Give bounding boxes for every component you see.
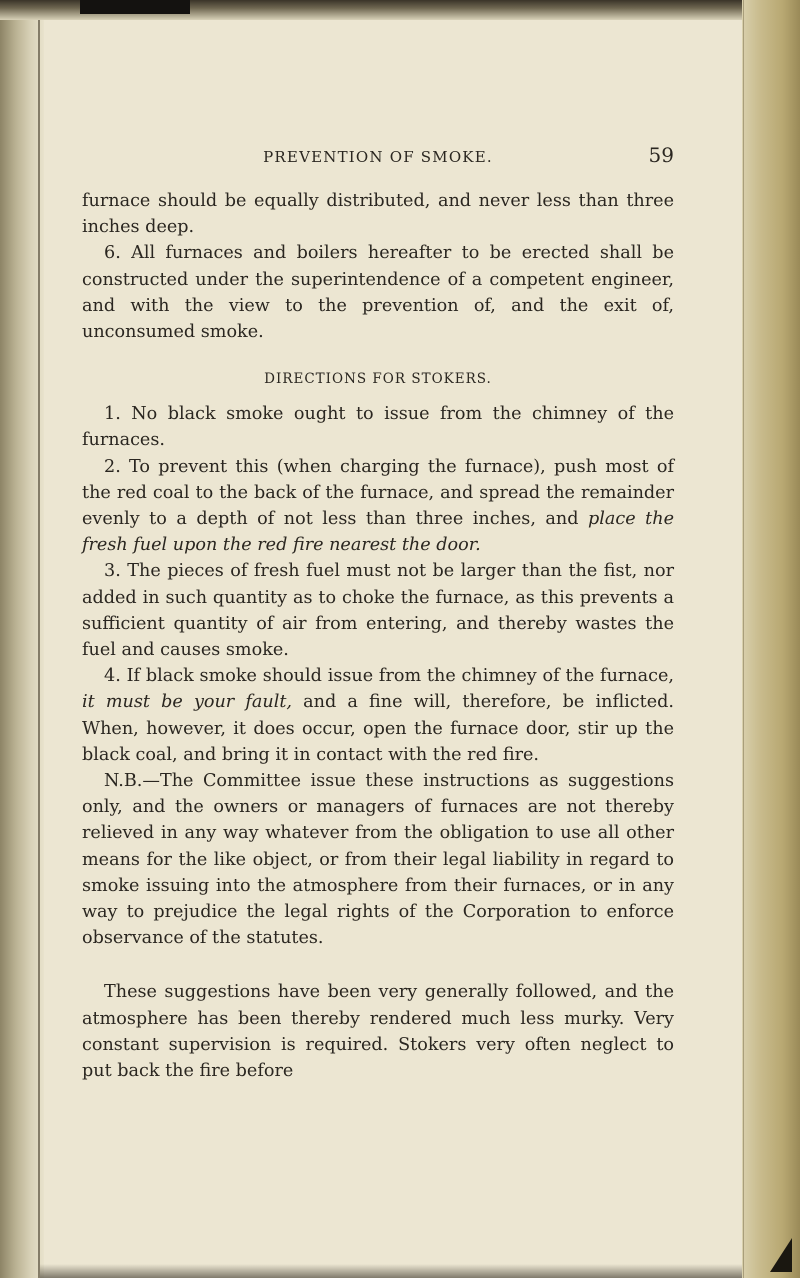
running-head: PREVENTION OF SMOKE. [263,148,493,166]
section-heading: DIRECTIONS FOR STOKERS. [264,371,492,388]
corner-mark [770,1238,792,1272]
closing-paragraph: These suggestions have been very generally followed, and the atmosphere has been thereby rendered much less murky. Very constant supervision is required. Stokers very often neglect to put back the fire before [82,982,674,1082]
direction-3: 3. The pieces of fresh fuel must not be larger than the fist, nor added in such quantity as to choke the furnace, as this prevents a sufficient quantity of air from entering, and thereby wastes the fuel and causes smoke. [82,561,674,661]
intro-paragraph-1: furnace should be equally distributed, and never less than three inches deep. [82,191,674,238]
right-book-spine [742,0,800,1278]
direction-4-tail: and a fine will, therefore, be inflicted. When, however, it does occur, open the furnace door, stir up the black coal, and bring it in contact with the red fire. [82,692,674,765]
direction-4-text: 4. If black smoke should issue from the chimney of the furnace, [104,666,674,687]
book-page [82,140,674,1084]
left-gutter-line [38,0,40,1278]
direction-4 [82,663,674,768]
page-number: 59 [648,143,674,167]
nota-bene: N.B.—The Committee issue these instructions as suggestions only, and the owners or managers of furnaces are not thereby relieved in any way whatever from the obligation to use all other means for the like object, or from their legal liability in regard to smoke issuing into the atmosphere from their furnaces, or in any way to prejudice the legal rights of the Corporation to enforce observance of the statutes. [82,771,674,949]
direction-1: 1. No black smoke ought to issue from the chimney of the furnaces. [82,404,674,451]
bottom-shadow [40,1264,742,1278]
direction-4-emphasis: it must be your fault, [82,692,292,713]
direction-2-text: 2. To prevent this (when charging the furnace), push most of the red coal to the back of the furnace, and spread the remainder evenly to a depth of not less than three inches, and [82,456,674,530]
right-spine-line [743,0,744,1278]
direction-2-emphasis: place the fresh fuel upon the red fire nearest the door. [82,509,674,556]
page-header [82,140,674,170]
direction-2 [82,454,674,559]
top-dark-mark [80,0,190,14]
intro-paragraph-2: 6. All furnaces and boilers hereafter to be erected shall be constructed under the superintendence of a competent engineer, and with the view to the prevention of, and the exit of, unconsumed smoke. [82,243,674,343]
